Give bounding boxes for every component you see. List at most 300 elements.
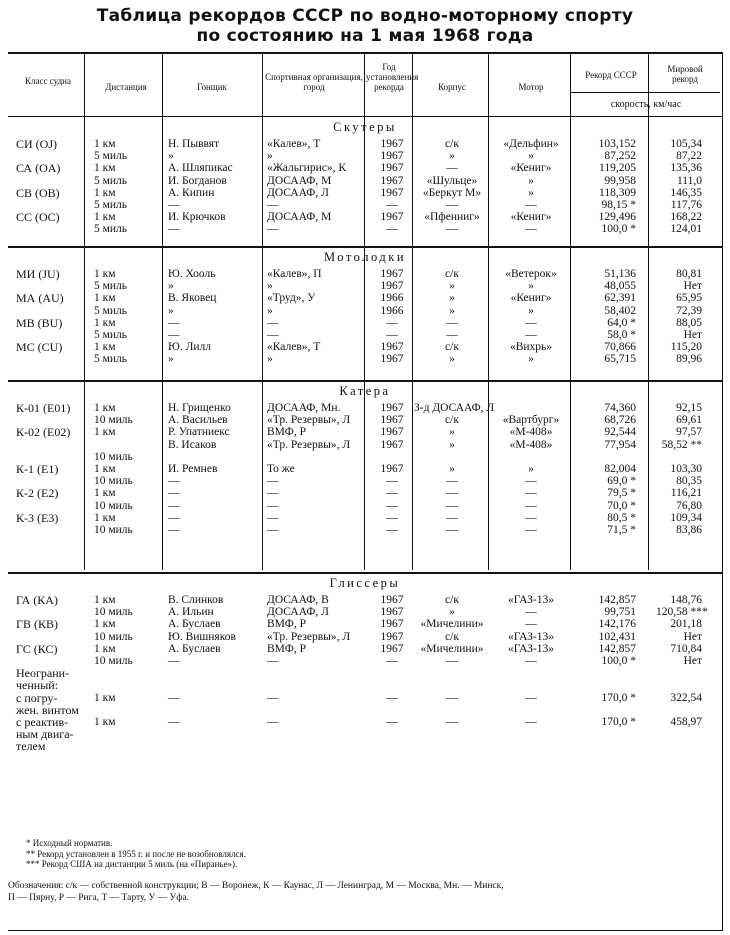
- header-world-record: Мировой рекорд: [667, 64, 703, 84]
- cell-org: —: [267, 691, 279, 704]
- cell-record-ussr: 103,152: [598, 138, 636, 150]
- cell-year: —: [386, 316, 398, 329]
- cell-world-record: Нет: [683, 280, 702, 293]
- record-table: [8, 52, 723, 931]
- cell-year: 1966: [380, 292, 404, 305]
- cell-racer: В. Исаков: [168, 438, 217, 451]
- cell-hull: —: [446, 716, 458, 728]
- cell-hull: —: [446, 162, 458, 175]
- header-class: Класс судна: [25, 76, 71, 86]
- cell-distance: 1 км: [94, 162, 116, 175]
- cell-class: СС (OC): [16, 210, 60, 225]
- cell-racer: А. Шляпикас: [168, 162, 233, 175]
- cell-record-ussr: 142,176: [598, 618, 636, 631]
- cell-distance: 1 км: [94, 691, 116, 704]
- header-motor: Мотор: [518, 82, 544, 92]
- cell-hull: с/к: [445, 268, 459, 280]
- table-row: [8, 268, 722, 280]
- cell-class: с погру-: [16, 690, 58, 705]
- cell-record-ussr: 87,252: [604, 150, 636, 163]
- cell-hull: с/к: [445, 341, 459, 354]
- cell-year: 1967: [380, 353, 404, 366]
- cell-year: 1966: [380, 304, 404, 317]
- table-row: [8, 643, 722, 655]
- cell-class: МВ (BU): [16, 315, 63, 330]
- cell-distance: 10 миль: [94, 414, 133, 427]
- cell-hull: »: [449, 292, 455, 305]
- cell-world-record: 115,20: [670, 341, 702, 354]
- table-row: [8, 594, 722, 606]
- cell-year: —: [386, 511, 398, 524]
- cell-racer: В. Яковец: [168, 292, 217, 305]
- header-org: Спортивная организация, город: [265, 72, 363, 92]
- table-row: [8, 353, 722, 365]
- table-row: [8, 317, 722, 329]
- cell-racer: Н. Пыввят: [168, 138, 220, 150]
- table-row: [8, 402, 722, 414]
- cell-racer: А. Васильев: [168, 414, 228, 427]
- cell-record-ussr: 100,0 *: [601, 223, 636, 236]
- cell-world-record: Нет: [683, 655, 702, 667]
- cell-org: ВМФ, Р: [267, 642, 306, 655]
- cell-record-ussr: 142,857: [598, 642, 636, 655]
- cell-racer: —: [168, 475, 180, 488]
- cell-world-record: 89,96: [676, 353, 702, 366]
- cell-class: ным двига-: [16, 727, 74, 742]
- cell-racer: —: [168, 716, 180, 728]
- cell-class: СА (OA): [16, 161, 61, 176]
- cell-motor: —: [525, 716, 537, 728]
- table-row: [8, 341, 722, 353]
- cell-motor: —: [525, 511, 537, 524]
- cell-record-ussr: 80,5 *: [607, 511, 636, 524]
- cell-racer: —: [168, 499, 180, 512]
- header-speed-unit: скорость, км/час: [610, 99, 682, 110]
- cell-hull: »: [449, 606, 455, 619]
- table-row: [8, 679, 722, 691]
- cell-hull: »: [449, 426, 455, 439]
- cell-motor: —: [525, 199, 537, 211]
- cell-year: 1967: [380, 268, 404, 280]
- table-row: [8, 414, 722, 426]
- table-row: [8, 211, 722, 223]
- cell-org: ВМФ, Р: [267, 618, 306, 631]
- cell-distance: 1 км: [94, 594, 116, 606]
- cell-record-ussr: 92,544: [604, 426, 636, 439]
- cell-org: —: [267, 329, 279, 341]
- cell-org: ВМФ, Р: [267, 426, 306, 439]
- cell-motor: »: [528, 150, 534, 163]
- cell-world-record: 65,95: [676, 292, 702, 305]
- cell-year: 1967: [380, 186, 404, 199]
- cell-year: 1967: [380, 463, 404, 475]
- cell-org: —: [267, 223, 279, 236]
- section-title: Скутеры: [333, 120, 397, 134]
- cell-distance: 1 км: [94, 618, 116, 631]
- cell-motor: —: [525, 329, 537, 341]
- table-row: [8, 329, 722, 341]
- cell-motor: »: [528, 304, 534, 317]
- cell-world-record: 58,52 **: [661, 438, 702, 451]
- cell-record-ussr: 69,0 *: [607, 475, 636, 488]
- cell-class: К-2 (E2): [16, 486, 59, 501]
- cell-record-ussr: 79,5 *: [607, 487, 636, 500]
- cell-distance: 5 миль: [94, 304, 128, 317]
- cell-racer: —: [168, 329, 180, 341]
- cell-year: 1967: [380, 402, 404, 414]
- cell-record-ussr: 118,309: [599, 186, 636, 199]
- cell-distance: 1 км: [94, 211, 116, 224]
- cell-motor: «Вартбург»: [502, 414, 560, 427]
- cell-motor: »: [528, 463, 534, 475]
- cell-class: К-01 (E01): [16, 401, 71, 415]
- cell-hull: —: [446, 511, 458, 524]
- section-title: Глиссеры: [329, 576, 401, 590]
- cell-hull: «Мичелини»: [420, 618, 484, 631]
- cell-org: —: [267, 511, 279, 524]
- cell-org: »: [267, 150, 273, 163]
- cell-year: —: [386, 329, 398, 341]
- cell-org: «Калев», П: [267, 268, 322, 280]
- cell-year: 1967: [380, 630, 404, 643]
- cell-year: —: [386, 475, 398, 488]
- cell-racer: В. Слинков: [168, 594, 224, 606]
- cell-record-ussr: 48,055: [604, 280, 636, 293]
- title-line-1: Таблица рекордов СССР по водно-моторному спорту: [96, 6, 634, 26]
- cell-distance: 1 км: [94, 316, 116, 329]
- cell-org: —: [267, 524, 279, 536]
- cell-year: 1967: [380, 341, 404, 354]
- header-racer: Гонщик: [197, 82, 227, 92]
- cell-distance: 1 км: [94, 642, 116, 655]
- cell-world-record: 80,81: [676, 268, 702, 280]
- cell-world-record: 201,18: [670, 618, 702, 631]
- cell-motor: «ГАЗ-13»: [507, 642, 554, 655]
- cell-world-record: 72,39: [676, 304, 702, 317]
- cell-hull: с/к: [445, 630, 459, 643]
- cell-world-record: 88,05: [676, 316, 702, 329]
- cell-world-record: 92,15: [676, 402, 702, 414]
- cell-class: ченный:: [16, 678, 59, 693]
- cell-racer: »: [168, 353, 174, 366]
- table-row: [8, 606, 722, 618]
- cell-record-ussr: 119,205: [599, 162, 636, 175]
- cell-org: ДОСААФ, В: [267, 594, 329, 606]
- cell-distance: 1 км: [94, 511, 116, 524]
- cell-org: То же: [267, 463, 295, 475]
- cell-distance: 1 км: [94, 716, 116, 728]
- cell-year: 1967: [380, 150, 404, 163]
- table-row: [8, 716, 722, 728]
- cell-year: 1967: [380, 594, 404, 606]
- cell-org: «Калев», Т: [267, 138, 321, 150]
- table-row: [8, 175, 722, 187]
- cell-hull: —: [446, 199, 458, 211]
- cell-org: »: [267, 353, 273, 366]
- cell-motor: —: [525, 223, 537, 236]
- table-row: [8, 487, 722, 499]
- legend-line-2: П — Пярну, Р — Рига, Т — Тарту, У — Уфа.: [8, 893, 189, 903]
- cell-motor: «Дельфин»: [503, 138, 559, 150]
- cell-class: СВ (OB): [16, 185, 60, 200]
- cell-distance: 1 км: [94, 138, 116, 150]
- table-row: [8, 138, 722, 150]
- cell-world-record: 148,76: [670, 594, 702, 606]
- cell-racer: —: [168, 223, 180, 236]
- cell-org: —: [267, 655, 279, 667]
- cell-record-ussr: 170,0 *: [601, 691, 636, 704]
- cell-hull: «Шульце»: [426, 174, 478, 187]
- cell-world-record: 83,86: [676, 524, 702, 536]
- table-row: [8, 426, 722, 438]
- cell-record-ussr: 58,0 *: [607, 329, 636, 341]
- cell-distance: 5 миль: [94, 199, 128, 211]
- cell-racer: И. Ремнев: [168, 463, 218, 475]
- cell-distance: 10 миль: [94, 524, 133, 536]
- cell-racer: А. Буслаев: [168, 642, 221, 655]
- cell-racer: —: [168, 487, 180, 500]
- header-record-ussr: Рекорд СССР: [585, 70, 637, 80]
- table-row: [8, 451, 722, 463]
- cell-record-ussr: 74,360: [604, 402, 636, 414]
- cell-org: «Тр. Резервы», Л: [267, 438, 351, 451]
- cell-motor: —: [525, 618, 537, 631]
- cell-class: с реактив-: [16, 715, 69, 729]
- cell-class: К-3 (E3): [16, 510, 59, 525]
- cell-org: «Калев», Т: [267, 341, 321, 354]
- cell-hull: »: [449, 304, 455, 317]
- cell-hull: «Беркут М»: [422, 186, 482, 199]
- cell-racer: Ю. Хооль: [168, 268, 216, 280]
- cell-year: 1967: [380, 211, 404, 224]
- cell-org: —: [267, 487, 279, 500]
- cell-class: ГС (КС): [16, 641, 58, 656]
- table-row: [8, 692, 722, 704]
- table-row: [8, 223, 722, 235]
- cell-motor: —: [525, 606, 537, 619]
- cell-distance: 5 миль: [94, 174, 128, 187]
- cell-world-record: 120,58 ***: [656, 606, 708, 619]
- table-row: [8, 728, 722, 740]
- cell-hull: —: [446, 223, 458, 236]
- cell-year: 1967: [380, 438, 404, 451]
- header-distance: Дистанция: [105, 82, 147, 92]
- cell-year: 1967: [380, 414, 404, 427]
- section-title: Мотолодки: [323, 250, 407, 264]
- cell-org: ДОСААФ, Л: [267, 186, 329, 199]
- cell-record-ussr: 71,5 *: [607, 524, 636, 536]
- footnote-3: *** Рекорд США на дистанции 5 миль (на «Пиранье»).: [26, 859, 238, 869]
- footnote-1: * Исходный норматив.: [26, 838, 113, 848]
- cell-org: —: [267, 199, 279, 211]
- table-row: [8, 667, 722, 679]
- cell-hull: —: [446, 524, 458, 536]
- cell-motor: «ГАЗ-13»: [507, 594, 554, 606]
- cell-org: ДОСААФ, М: [267, 211, 332, 224]
- cell-class: ГВ (КВ): [16, 617, 58, 632]
- cell-world-record: 103,30: [670, 463, 702, 475]
- cell-record-ussr: 58,402: [604, 304, 636, 317]
- cell-racer: —: [168, 316, 180, 329]
- cell-motor: »: [528, 353, 534, 366]
- table-row: [8, 631, 722, 643]
- cell-world-record: 322,54: [670, 691, 702, 704]
- cell-class: МА (AU): [16, 291, 64, 306]
- cell-year: —: [386, 524, 398, 536]
- cell-year: 1967: [380, 162, 404, 175]
- cell-class: Неограни-: [16, 666, 70, 681]
- cell-motor: —: [525, 691, 537, 704]
- cell-record-ussr: 77,954: [604, 438, 636, 451]
- cell-org: «Тр. Резервы», Л: [267, 414, 351, 427]
- cell-record-ussr: 82,004: [604, 463, 636, 475]
- cell-distance: 1 км: [94, 426, 116, 439]
- cell-year: —: [386, 655, 398, 667]
- section-title: Катера: [339, 384, 391, 398]
- cell-racer: И. Богданов: [168, 174, 227, 187]
- cell-org: ДОСААФ, М: [267, 174, 332, 187]
- table-row: [8, 512, 722, 524]
- cell-org: «Жальгирис», К: [267, 162, 347, 175]
- cell-class: МИ (JU): [16, 267, 60, 281]
- cell-year: —: [386, 199, 398, 211]
- cell-distance: 5 миль: [94, 223, 128, 236]
- header-year: Год установления рекорда: [366, 62, 419, 92]
- title-line-2: по состоянию на 1 мая 1968 года: [196, 26, 534, 46]
- table-row: [8, 162, 722, 174]
- table-row: [8, 463, 722, 475]
- table-row: [8, 187, 722, 199]
- footnotes: [26, 838, 246, 870]
- cell-distance: 5 миль: [94, 353, 128, 366]
- cell-hull: —: [446, 475, 458, 488]
- cell-racer: А. Ильин: [168, 606, 214, 619]
- cell-distance: 5 миль: [94, 150, 128, 163]
- cell-racer: И. Крючков: [168, 211, 226, 224]
- cell-record-ussr: 99,958: [604, 174, 636, 187]
- table-row: [8, 439, 722, 451]
- cell-motor: «Вихрь»: [509, 341, 553, 354]
- cell-distance: 10 миль: [94, 475, 133, 488]
- cell-record-ussr: 64,0 *: [607, 316, 636, 329]
- cell-world-record: 124,01: [670, 223, 702, 236]
- cell-distance: 1 км: [94, 402, 116, 414]
- cell-world-record: 135,36: [670, 162, 702, 175]
- cell-world-record: 69,61: [676, 414, 702, 427]
- cell-org: «Труд», У: [267, 292, 316, 305]
- cell-record-ussr: 68,726: [604, 414, 636, 427]
- cell-racer: »: [168, 304, 174, 317]
- cell-racer: —: [168, 511, 180, 524]
- cell-motor: «М-408»: [509, 438, 553, 451]
- cell-motor: «Ветерок»: [505, 268, 557, 280]
- cell-record-ussr: 51,136: [604, 268, 636, 280]
- cell-racer: Р. Упатниекс: [168, 426, 230, 439]
- cell-hull: »: [449, 463, 455, 475]
- cell-distance: 10 миль: [94, 630, 133, 643]
- cell-motor: «Кениг»: [510, 292, 552, 305]
- cell-motor: «Кениг»: [510, 162, 552, 175]
- cell-distance: 1 км: [94, 268, 116, 280]
- cell-org: —: [267, 499, 279, 512]
- cell-motor: —: [525, 316, 537, 329]
- table-row: [8, 524, 722, 536]
- table-row: [8, 280, 722, 292]
- cell-racer: »: [168, 150, 174, 163]
- legend: [8, 880, 708, 904]
- cell-class: жен. винтом: [16, 702, 79, 717]
- cell-world-record: 111,0: [676, 174, 702, 187]
- table-row: [8, 305, 722, 317]
- cell-year: —: [386, 691, 398, 704]
- cell-org: ДОСААФ, Л: [267, 606, 329, 619]
- cell-class: СИ (OJ): [16, 137, 57, 151]
- cell-world-record: 80,35: [676, 475, 702, 488]
- cell-org: »: [267, 304, 273, 317]
- cell-motor: »: [528, 186, 534, 199]
- cell-org: «Тр. Резервы», Л: [267, 630, 351, 643]
- cell-hull: —: [446, 316, 458, 329]
- cell-record-ussr: 102,431: [598, 630, 636, 643]
- cell-org: —: [267, 475, 279, 488]
- cell-hull: —: [446, 499, 458, 512]
- cell-world-record: 76,80: [676, 499, 702, 512]
- cell-record-ussr: 70,0 *: [607, 499, 636, 512]
- cell-class: К-02 (E02): [16, 425, 71, 440]
- cell-year: 1967: [380, 426, 404, 439]
- cell-racer: Ю. Вишняков: [168, 630, 236, 643]
- cell-year: 1967: [380, 174, 404, 187]
- cell-hull: —: [446, 691, 458, 704]
- cell-distance: 1 км: [94, 292, 116, 305]
- cell-world-record: 117,76: [670, 199, 702, 211]
- cell-record-ussr: 129,496: [598, 211, 636, 224]
- cell-record-ussr: 65,715: [604, 353, 636, 366]
- table-row: [8, 500, 722, 512]
- cell-record-ussr: 99,751: [604, 606, 636, 619]
- cell-world-record: 458,97: [670, 716, 702, 728]
- cell-racer: »: [168, 280, 174, 293]
- cell-record-ussr: 142,857: [598, 594, 636, 606]
- cell-year: 1967: [380, 138, 404, 150]
- cell-hull: «Пфенниг»: [424, 211, 480, 224]
- cell-racer: Н. Грищенко: [168, 402, 231, 414]
- cell-motor: «Кениг»: [510, 211, 552, 224]
- cell-record-ussr: 170,0 *: [601, 716, 636, 728]
- cell-year: 1967: [380, 642, 404, 655]
- cell-hull: с/к: [445, 414, 459, 427]
- cell-racer: А. Кипин: [168, 186, 215, 199]
- cell-hull: с/к: [445, 594, 459, 606]
- table-row: [8, 655, 722, 667]
- table-row: [8, 618, 722, 630]
- cell-motor: —: [525, 524, 537, 536]
- cell-motor: —: [525, 487, 537, 500]
- cell-hull: —: [446, 487, 458, 500]
- cell-hull: с/к: [445, 138, 459, 150]
- cell-world-record: 146,35: [670, 186, 702, 199]
- cell-class: телем: [16, 739, 46, 754]
- cell-distance: 5 миль: [94, 329, 128, 341]
- footnote-2: ** Рекорд установлен в 1955 г. и после не возобновлялся.: [26, 848, 246, 859]
- cell-motor: »: [528, 174, 534, 187]
- cell-distance: 5 миль: [94, 280, 128, 293]
- cell-hull: »: [449, 280, 455, 293]
- header-hull: Корпус: [438, 82, 466, 92]
- cell-world-record: 87,22: [676, 150, 702, 163]
- table-row: [8, 475, 722, 487]
- cell-distance: 1 км: [94, 341, 116, 354]
